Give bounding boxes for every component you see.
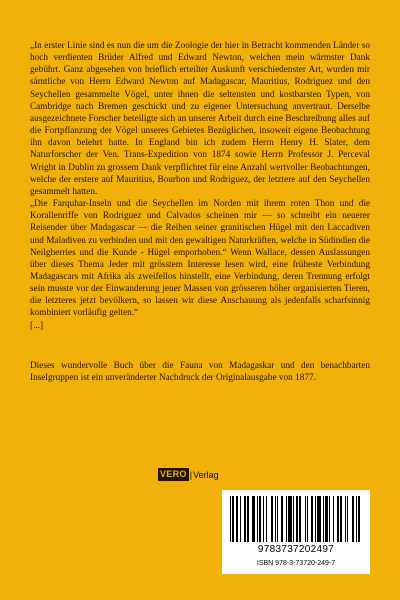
- book-excerpt: [30, 40, 370, 332]
- barcode-space: [360, 496, 361, 542]
- logo-separator: |: [189, 469, 193, 480]
- logo-mark: VERO: [160, 469, 187, 479]
- barcode-number: 9783737202497: [257, 544, 335, 555]
- excerpt-ellipsis: [...]: [30, 320, 44, 331]
- publisher-logo: [158, 468, 219, 481]
- barcode-panel: [222, 490, 370, 574]
- logo-text: Verlag: [193, 469, 219, 480]
- barcode-bars: [230, 496, 362, 542]
- book-description: Dieses wundervolle Buch über die Fauna von Madagaskar und den benachbarten Inselgruppen ist ein unveränderter Nachdruck der Originalausgabe von 1877.: [30, 361, 370, 384]
- isbn-label: ISBN 978-3-73720-249-7: [256, 560, 336, 567]
- excerpt-paragraph-1: „In erster Linie sind es nun die um die Zoologie der hier in Betracht kommenden Länder so hoch verdienten Brüder Alfred und Edward Newton, welchen mein wärmster Dank gebührt. Ganz abgesehen von brieflich erteilter Auskunft verschiedenster Art, wurden mir sämtliche von Herrn Edward Newton auf Madagascar, Mauritius, Rodriguez und den Seychellen gesammelte Vögel, unter ihnen die seltensten und kostbarsten Typen, von Cambridge nach Bremen geschickt und zu eigener Untersuchung anvertraut. Derselbe ausgezeichnete Forscher beteiligte sich an unserer Arbeit durch eine Beschreibung alles auf die Fortpflanzung der Vögel unseres Gebietes Bezüglichen, insoweit eigene Beobachtung ihn davon belehrt hatte. In England bin ich zudem Herrn Henry H. Slater, dem Naturforscher der Ven. Trans-Expedition von 1874 sowie Herrn Professor J. Perceval Wright in Dublin zu grossem Dank verpflichtet für eine Anzahl wertvoller Beobachtungen, welche der erstere auf Mauritius, Bourbon und Rodriguez, der letztere auf den Seychellen gesammelt hatten.: [30, 41, 370, 197]
- excerpt-paragraph-2: „Die Farquhar-Inseln und die Seychellen im Norden mit ihrem roten Thon und die Korallenriffe von Rodriguez und Calvados scheinen mir — so schreibt ein neuerer Reisender über Madagascar — die Reihen seiner granitischen Hügel mit den Laccadiven und Maladiven zu verbinden und mit den gewaltigen Naturkräften, welche in Südindien die Neilgherries und die Kunde - Hügel emporhoben.“ Wenn Wallace, dessen Auslassungen über dieses Thema Jeder mit grösstem Interesse lesen wird, eine früheste Verbindung Madagascars mit Afrika als zweifellos hinstellt, eine Verbindung, deren Trennung erfolgt sein musste vor der Einwanderung jener Massen von grösseren höher organisierten Tieren, die letzteres jetzt bevölkern, so lassen wir diese Anschauung als jedenfalls scharfsinnig kombiniert vorläufig gelten.“: [30, 199, 370, 319]
